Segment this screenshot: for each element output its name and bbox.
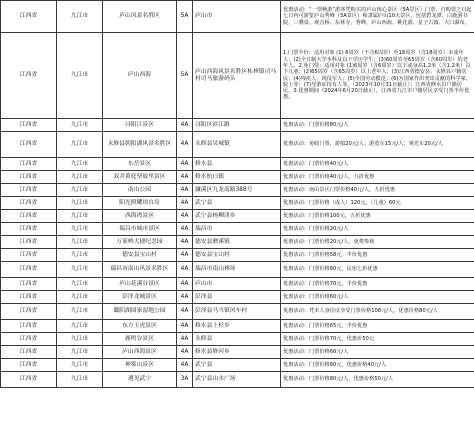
city-cell[interactable]: 九江市 — [57, 1, 103, 33]
policy-cell[interactable]: 优惠活动：凭本人身份证享受门票价格108元/人，优惠价格80元/人 — [281, 304, 474, 320]
table-row — [1, 197, 474, 210]
city-cell[interactable]: 九江市 — [57, 119, 103, 132]
table-row — [1, 223, 474, 236]
scenic-name-cell[interactable]: 庐山花溪谷景区 — [103, 278, 177, 291]
table-row — [1, 359, 474, 372]
city-cell[interactable]: 九江市 — [57, 359, 103, 372]
table-row — [1, 171, 474, 184]
table-row — [1, 320, 474, 333]
address-cell[interactable]: 瑞昌市南山林场 — [193, 262, 281, 278]
address-cell[interactable]: 濂溪区九龙南路388号 — [193, 184, 281, 197]
level-cell[interactable]: 5A — [177, 33, 193, 119]
policy-cell[interactable]: 优惠活动：免收门票，游船20元/人；游览车15元/人；观光车20元/人 — [281, 132, 474, 158]
level-cell[interactable]: 4A — [177, 304, 193, 320]
address-cell[interactable]: 修水杭口镇 — [193, 171, 281, 184]
scenic-name-cell[interactable]: 阳光照耀琼台岛 — [103, 197, 177, 210]
city-cell[interactable]: 九江市 — [57, 320, 103, 333]
level-cell[interactable]: 4A — [177, 197, 193, 210]
province-cell[interactable]: 江西省 — [1, 278, 57, 291]
level-cell[interactable]: 4A — [177, 333, 193, 346]
province-cell[interactable]: 江西省 — [1, 262, 57, 278]
address-cell[interactable]: 庐山市 — [193, 278, 281, 291]
address-cell[interactable]: 庐山西海风景名胜区柘林镇司马村司马旅游码头 — [193, 33, 281, 119]
scenic-name-cell[interactable]: 瑞昌市南山风景名胜区 — [103, 262, 177, 278]
level-cell[interactable]: 4A — [177, 119, 193, 132]
level-cell[interactable]: 4A — [177, 132, 193, 158]
province-cell[interactable]: 江西省 — [1, 372, 57, 388]
city-cell[interactable]: 九江市 — [57, 132, 103, 158]
address-cell[interactable]: 修水县上杉乡 — [193, 320, 281, 333]
city-cell[interactable]: 九江市 — [57, 171, 103, 184]
scenic-name-cell[interactable]: 东岳景区 — [103, 158, 177, 171]
province-cell[interactable]: 江西省 — [1, 291, 57, 304]
province-cell[interactable]: 江西省 — [1, 359, 57, 372]
policy-cell[interactable]: 优惠活动：门票价格80元/人，优惠价格50元/人 — [281, 372, 474, 388]
level-cell[interactable]: 5A — [177, 1, 193, 33]
level-cell[interactable]: 4A — [177, 249, 193, 262]
city-cell[interactable]: 九江市 — [57, 262, 103, 278]
policy-cell[interactable]: 优惠活动：门票价格58元，半价优惠 — [281, 249, 474, 262]
address-cell[interactable]: 武宁县山水广场 — [193, 372, 281, 388]
city-cell[interactable]: 九江市 — [57, 197, 103, 210]
province-cell[interactable]: 江西省 — [1, 249, 57, 262]
province-cell[interactable]: 江西省 — [1, 197, 57, 210]
policy-cell[interactable]: 优惠活动：门票价格40元/人，九折优惠 — [281, 171, 474, 184]
city-cell[interactable]: 九江市 — [57, 249, 103, 262]
level-cell[interactable]: 4A — [177, 236, 193, 249]
policy-cell[interactable]: 优惠活动：门票价格60元，民宿七折优惠 — [281, 262, 474, 278]
address-cell[interactable]: 德安县磨溪镇 — [193, 236, 281, 249]
level-cell[interactable]: 4A — [177, 346, 193, 359]
table-row — [1, 236, 474, 249]
city-cell[interactable]: 九江市 — [57, 372, 103, 388]
policy-cell[interactable]: 优惠活动：门票价格（成人）120元，（儿童）60元 — [281, 197, 474, 210]
address-cell[interactable]: 浔阳区滨江路 — [193, 119, 281, 132]
province-cell[interactable]: 江西省 — [1, 210, 57, 223]
scenic-name-cell[interactable]: 永修县朝阳湖风景名胜区 — [103, 132, 177, 158]
level-cell[interactable]: 3A — [177, 372, 193, 388]
city-cell[interactable]: 九江市 — [57, 33, 103, 119]
table-row — [1, 210, 474, 223]
scenic-name-cell[interactable]: 瑞昌市城市景区 — [103, 223, 177, 236]
policy-cell[interactable]: 优惠活动：门票价格20元/人，免费参观 — [281, 236, 474, 249]
address-cell[interactable]: 武宁县杨柳津乡 — [193, 210, 281, 223]
city-cell[interactable]: 九江市 — [57, 291, 103, 304]
scenic-name-cell[interactable]: 东方玉虎景区 — [103, 320, 177, 333]
city-cell[interactable]: 九江市 — [57, 236, 103, 249]
table-row — [1, 132, 474, 158]
address-cell[interactable]: 武宁县 — [193, 359, 281, 372]
table-row — [1, 278, 474, 291]
level-cell[interactable]: 4A — [177, 359, 193, 372]
city-cell[interactable]: 九江市 — [57, 210, 103, 223]
table-row — [1, 119, 474, 132]
address-cell[interactable]: 修水县修河乡 — [193, 346, 281, 359]
city-cell[interactable]: 九江市 — [57, 278, 103, 291]
address-cell[interactable]: 武宁县 — [193, 197, 281, 210]
address-cell[interactable]: 修水县 — [193, 158, 281, 171]
scenic-name-cell[interactable]: 西海湾景区 — [103, 210, 177, 223]
scenic-name-cell[interactable]: 浔阳江景区 — [103, 119, 177, 132]
scenic-name-cell[interactable]: 庐山风景名胜区 — [103, 1, 177, 33]
level-cell[interactable]: 4A — [177, 158, 193, 171]
scenic-name-cell[interactable]: 双井黄庭坚故里景区 — [103, 171, 177, 184]
scenic-name-cell[interactable]: 彭泽龙城景区 — [103, 291, 177, 304]
level-cell[interactable]: 4A — [177, 262, 193, 278]
policy-cell[interactable]: 优惠活动：门票价格40元/人 — [281, 158, 474, 171]
address-cell[interactable]: 彭泽县马当镇风车村 — [193, 304, 281, 320]
scenic-name-cell[interactable]: 庐山西海景区 — [103, 346, 177, 359]
province-cell[interactable]: 江西省 — [1, 171, 57, 184]
table-row — [1, 291, 474, 304]
city-cell[interactable]: 九江市 — [57, 184, 103, 197]
policy-cell[interactable]: 优惠活动：“一票畅游”游客凭购买的庐山核心景区（5A景区）门票，自购票之日起七日内可游览庐山秀峰（5A景区）和隶属庐山10大景区，包括碧龙潭、白鹿洞书院、三叠泉、观音桥、东林寺、秀峰、庐山西海、桃花源、星子古镇、大口瀑布。 — [281, 1, 474, 33]
level-cell[interactable]: 4A — [177, 291, 193, 304]
level-cell[interactable]: 4A — [177, 184, 193, 197]
address-cell[interactable]: 庐山市 — [193, 1, 281, 33]
scenic-name-cell[interactable]: 遇见武宁 — [103, 372, 177, 388]
table-row — [1, 333, 474, 346]
province-cell[interactable]: 江西省 — [1, 119, 57, 132]
policy-cell[interactable]: 1.门票半价：适用对象 (1) 6周岁（不含6周岁）至18周岁（含18周岁）未成年人；(2)全日制大学本科及以下学历学生；(3)60周岁至65周岁（含60周岁）的老年人。2.免门票：适用对象 (1)6周岁（含6周岁）以下或身高1.2米（含1.2米）以下儿童；(2)65周岁（含65周岁）以上老年人；(3)江西省德安县、永修县户籍居民；(4)残疾人、现役军人；(5)全国劳动模范；(6)为国家作出突出贡献的科学家、院士等；(7)导游证持有人等。（2023年10月31日截止）；江西省修水县户籍居民。3.优惠期间（2024年6月20日截止），江西省九江市户籍居民享受门票半价优惠。 — [281, 33, 474, 119]
scenic-name-cell[interactable]: 南山公园 — [103, 184, 177, 197]
table-row — [1, 33, 474, 119]
city-cell[interactable]: 九江市 — [57, 346, 103, 359]
scenic-name-cell[interactable]: 神雾山景区 — [103, 359, 177, 372]
policy-cell[interactable]: 优惠活动：门票价格70元，优惠价50元 — [281, 333, 474, 346]
province-cell[interactable]: 江西省 — [1, 33, 57, 119]
address-cell[interactable]: 永修县 — [193, 333, 281, 346]
table-row — [1, 1, 474, 33]
province-cell[interactable]: 江西省 — [1, 223, 57, 236]
table-row — [1, 184, 474, 197]
city-cell[interactable]: 九江市 — [57, 333, 103, 346]
table-row — [1, 262, 474, 278]
level-cell[interactable]: 4A — [177, 223, 193, 236]
city-cell[interactable]: 九江市 — [57, 304, 103, 320]
scenic-name-cell[interactable]: 德安县宝山村 — [103, 249, 177, 262]
table-row — [1, 372, 474, 388]
level-cell[interactable]: 4A — [177, 320, 193, 333]
table-row — [1, 346, 474, 359]
policy-cell[interactable]: 优惠活动：门票价格60元/人 — [281, 291, 474, 304]
address-cell[interactable]: 永修县吴城镇 — [193, 132, 281, 158]
province-cell[interactable]: 江西省 — [1, 236, 57, 249]
province-cell[interactable]: 江西省 — [1, 158, 57, 171]
policy-cell[interactable]: 优惠活动：南山景区门票价格40元/人，九折优惠 — [281, 184, 474, 197]
address-cell[interactable]: 德安县宝山村 — [193, 249, 281, 262]
level-cell[interactable]: 4A — [177, 210, 193, 223]
scenic-name-cell[interactable]: 万家岭大捷纪念园 — [103, 236, 177, 249]
policy-cell[interactable]: 优惠活动：门票价格60元/人 — [281, 346, 474, 359]
policy-cell[interactable]: 优惠活动：门票价格80元/人 — [281, 119, 474, 132]
scenic-name-cell[interactable]: 鹿鸣谷景区 — [103, 333, 177, 346]
province-cell[interactable]: 江西省 — [1, 333, 57, 346]
policy-cell[interactable]: 优惠活动：门票价格70元，半价优惠 — [281, 278, 474, 291]
policy-cell[interactable]: 优惠活动：门票价格65元，半价优惠 — [281, 320, 474, 333]
level-cell[interactable]: 4A — [177, 171, 193, 184]
table-row — [1, 249, 474, 262]
address-cell[interactable]: 瑞昌市 — [193, 223, 281, 236]
policy-cell[interactable]: 优惠活动：门票价格100元，五折优惠 — [281, 210, 474, 223]
policy-cell[interactable]: 优惠活动：门票价格60元，优惠价格40元/人 — [281, 359, 474, 372]
policy-cell[interactable]: 优惠活动：门票价格20元/人 — [281, 223, 474, 236]
level-cell[interactable]: 4A — [177, 278, 193, 291]
table-body — [1, 1, 474, 388]
table-row — [1, 158, 474, 171]
province-cell[interactable]: 江西省 — [1, 320, 57, 333]
table-row — [1, 304, 474, 320]
scenic-name-cell[interactable]: 鄱阳湖国家湿地公园 — [103, 304, 177, 320]
province-cell[interactable]: 江西省 — [1, 132, 57, 158]
city-cell[interactable]: 九江市 — [57, 158, 103, 171]
address-cell[interactable]: 彭泽县 — [193, 291, 281, 304]
scenic-name-cell[interactable]: 庐山西海 — [103, 33, 177, 119]
province-cell[interactable]: 江西省 — [1, 1, 57, 33]
province-cell[interactable]: 江西省 — [1, 304, 57, 320]
city-cell[interactable]: 九江市 — [57, 223, 103, 236]
province-cell[interactable]: 江西省 — [1, 184, 57, 197]
province-cell[interactable]: 江西省 — [1, 346, 57, 359]
